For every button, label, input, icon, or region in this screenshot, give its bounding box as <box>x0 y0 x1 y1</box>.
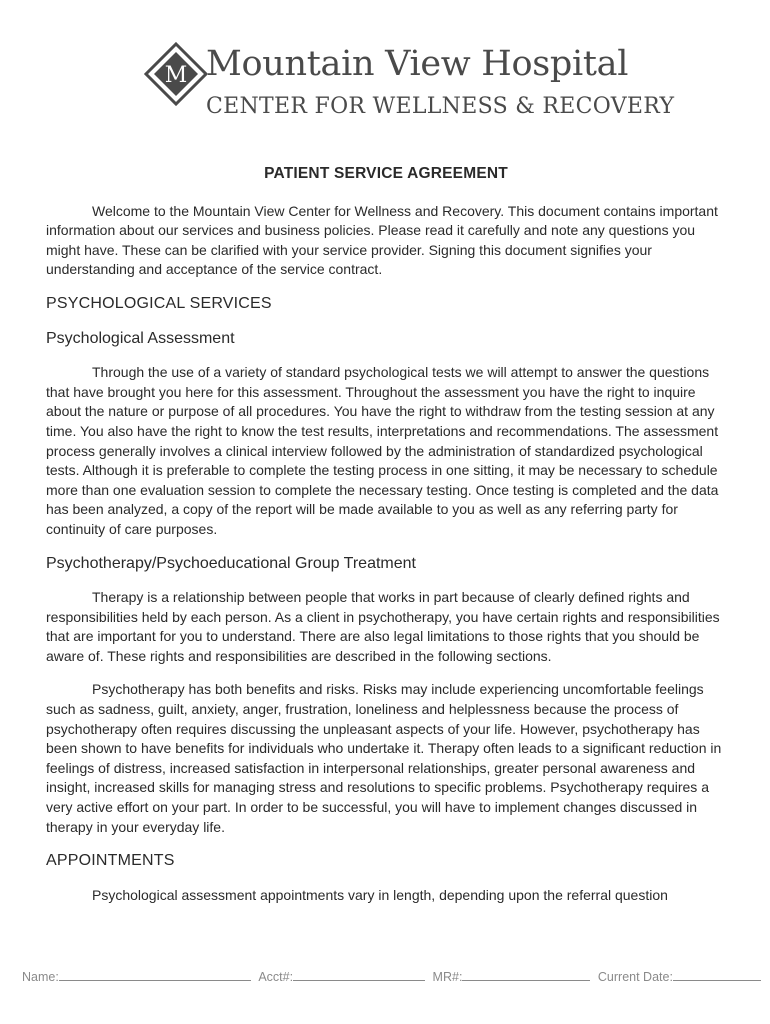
intro-paragraph: Welcome to the Mountain View Center for Wellness and Recovery. This document contains important information about our services and business policies. Please read it carefully and note any questions you might have. These can be clarified with your service provider. Signing this document signifies your understanding and acceptance of the service contract. <box>46 202 718 278</box>
name-field-line[interactable] <box>59 968 251 981</box>
mr-field-line[interactable] <box>462 968 590 981</box>
current-date-field-line[interactable] <box>673 968 761 981</box>
acct-field-line[interactable] <box>293 968 425 981</box>
document-title: PATIENT SERVICE AGREEMENT <box>264 165 508 182</box>
therapy-paragraph-1: Therapy is a relationship between people that works in part because of clearly defined rights and responsibilities held by each person. As a client in psychotherapy, you have certain rights and responsibilities that are important for you to understand. There are also legal limitations to those rights that you should be aware of. These rights and responsibilities are described in the following sections. <box>46 589 720 664</box>
brand-name: Mountain View Hospital <box>206 44 629 84</box>
appointments-paragraph: Psychological assessment appointments vary in length, depending upon the referral question <box>92 886 668 903</box>
logo-letter: M <box>164 63 188 88</box>
diamond-m-logo-icon <box>144 42 208 106</box>
section-heading-psychological-services: PSYCHOLOGICAL SERVICES <box>46 294 272 312</box>
acct-label: Acct#: <box>258 970 294 984</box>
name-label: Name: <box>22 970 59 984</box>
current-date-label: Current Date: <box>597 970 673 984</box>
letterhead <box>140 38 675 128</box>
patient-info-footer <box>22 968 762 984</box>
subheading-group-treatment: Psychotherapy/Psychoeducational Group Treatment <box>46 554 416 572</box>
therapy-paragraph-2: Psychotherapy has both benefits and risks. Risks may include experiencing uncomfortable feelings such as sadness, guilt, anxiety, anger, frustration, loneliness and helplessness because the process of psychotherapy often requires discussing the unpleasant aspects of your life. However, psychotherapy has been shown to have benefits for individuals who undertake it. Therapy often leads to a significant reduction in feelings of distress, increased satisfaction in interpersonal relationships, greater personal awareness and insight, increased skills for managing stress and resolutions to specific problems. Psychotherapy requires a very active effort on your part. In order to be successful, you will have to implement changes discussed in therapy in your everyday life. <box>46 681 722 835</box>
section-heading-appointments: APPOINTMENTS <box>46 852 175 870</box>
brand-subtitle: CENTER FOR WELLNESS & RECOVERY <box>206 94 675 119</box>
subheading-psychological-assessment: Psychological Assessment <box>46 329 235 347</box>
document-body <box>46 164 726 919</box>
assessment-paragraph: Through the use of a variety of standard psychological tests we will attempt to answer the questions that have brought you here for this assessment. Throughout the assessment you have the right to inquire about the nature or purpose of all procedures. You have the right to withdraw from the testing session at any time. You also have the right to know the test results, interpretations and recommendations. The assessment process generally involves a clinical interview followed by the administration of standardized psychological tests. Although it is preferable to complete the testing process in one sitting, it may be necessary to schedule more than one evaluation session to complete the necessary testing. Once testing is completed and the data has been analyzed, a copy of the report will be made available to you as well as any referring party for continuity of care purposes. <box>46 364 719 537</box>
mr-label: MR#: <box>432 970 463 984</box>
